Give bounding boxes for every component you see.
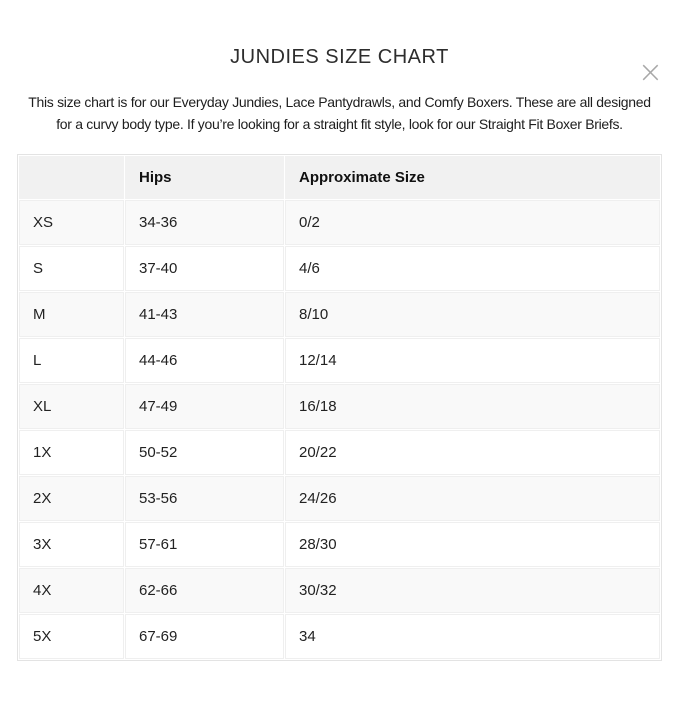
size-cell: 5X (19, 614, 124, 659)
size-cell: 4X (19, 568, 124, 613)
size-chart-modal (0, 46, 679, 712)
hips-cell: 57-61 (125, 522, 284, 567)
size-cell: 3X (19, 522, 124, 567)
table-row (19, 338, 660, 383)
table-row (19, 568, 660, 613)
hips-cell: 47-49 (125, 384, 284, 429)
approx-size-cell: 20/22 (285, 430, 660, 475)
column-header-hips: Hips (125, 156, 284, 199)
table-row (19, 384, 660, 429)
table-row (19, 476, 660, 521)
table-row (19, 246, 660, 291)
approx-size-cell: 16/18 (285, 384, 660, 429)
hips-cell: 67-69 (125, 614, 284, 659)
description-line-2: for a curvy body type. If you’re looking for a straight fit style, look for our Straight Fit Boxer Briefs. (56, 116, 623, 132)
size-cell: S (19, 246, 124, 291)
description-line-1: This size chart is for our Everyday Jundies, Lace Pantydrawls, and Comfy Boxers. These are all designed (28, 94, 651, 110)
hips-cell: 37-40 (125, 246, 284, 291)
table-row (19, 200, 660, 245)
size-cell: XL (19, 384, 124, 429)
column-header-size (19, 156, 124, 199)
size-cell: L (19, 338, 124, 383)
approx-size-cell: 0/2 (285, 200, 660, 245)
table-row (19, 614, 660, 659)
size-chart-description (0, 91, 679, 135)
table-header-row (19, 156, 660, 199)
approx-size-cell: 24/26 (285, 476, 660, 521)
approx-size-cell: 4/6 (285, 246, 660, 291)
approx-size-cell: 28/30 (285, 522, 660, 567)
table-row (19, 522, 660, 567)
size-cell: 1X (19, 430, 124, 475)
hips-cell: 34-36 (125, 200, 284, 245)
close-icon[interactable]: × (630, 56, 671, 90)
approx-size-cell: 30/32 (285, 568, 660, 613)
table-row (19, 292, 660, 337)
hips-cell: 53-56 (125, 476, 284, 521)
hips-cell: 44-46 (125, 338, 284, 383)
hips-cell: 62-66 (125, 568, 284, 613)
approx-size-cell: 8/10 (285, 292, 660, 337)
size-chart-table-container (17, 154, 662, 661)
size-cell: M (19, 292, 124, 337)
approx-size-cell: 34 (285, 614, 660, 659)
size-cell: XS (19, 200, 124, 245)
table-row (19, 430, 660, 475)
page-title: JUNDIES SIZE CHART (230, 46, 449, 68)
size-chart-table (17, 154, 662, 661)
hips-cell: 50-52 (125, 430, 284, 475)
size-cell: 2X (19, 476, 124, 521)
approx-size-cell: 12/14 (285, 338, 660, 383)
column-header-approximate-size: Approximate Size (285, 156, 660, 199)
hips-cell: 41-43 (125, 292, 284, 337)
